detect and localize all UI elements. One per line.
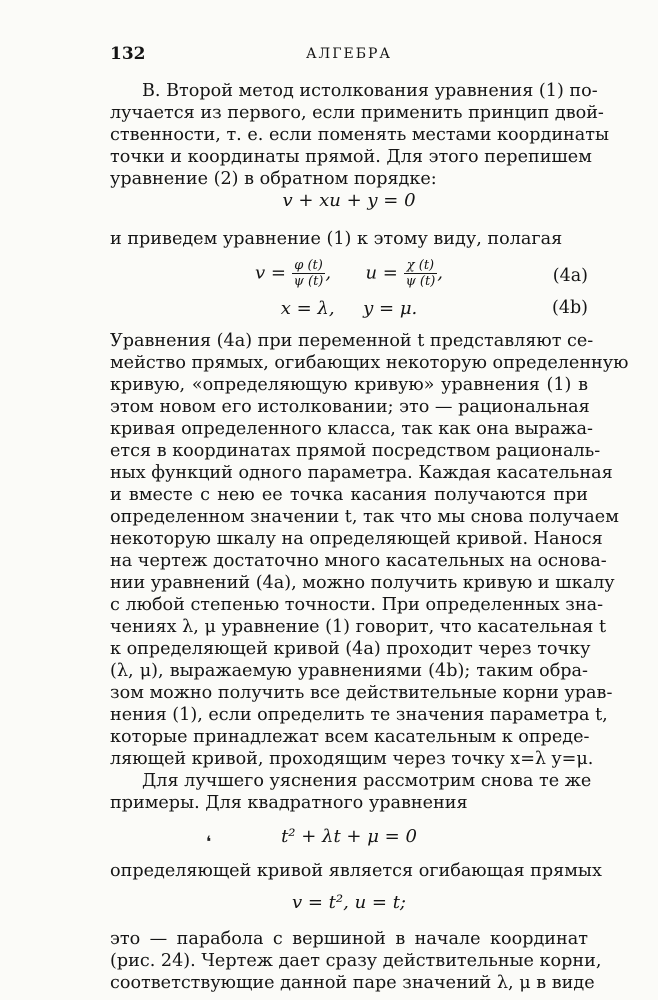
equation-number: (4a) (552, 266, 588, 286)
text-line: это — парабола с вершиной в начале координат (110, 929, 588, 949)
fraction-denominator: ψ (t) (293, 274, 324, 289)
eq-u-lhs: u = (365, 262, 398, 284)
text-line: ственности, т. е. если поменять местами координаты (110, 125, 609, 145)
text-line: (λ, μ), выражаемую уравнениями (4b); таким обра- (110, 661, 588, 681)
text-line: кривая определенного класса, так как она выража- (110, 419, 593, 439)
text-line: некоторую шкалу на определяющей кривой. Нанося (110, 529, 603, 549)
text-line: с любой степенью точности. При определенных зна- (110, 595, 604, 615)
text-line: ляющей кривой, проходящим через точку x=λ y=μ. (110, 749, 594, 769)
text-line: кривую, «определяющую кривую» уравнения (1) в (110, 375, 588, 395)
text-line: Для лучшего уяснения рассмотрим снова те же (142, 771, 592, 791)
equation-number: (4b) (552, 298, 588, 318)
text-line: и приведем уравнение (1) к этому виду, полагая (110, 229, 563, 249)
text-line: Уравнения (4a) при переменной t представляют се- (110, 331, 594, 351)
text-line: к определяющей кривой (4a) проходит через точку (110, 639, 591, 659)
fraction-chi-psi (404, 258, 438, 289)
text-line: лучается из первого, если применить принцип двой- (110, 103, 604, 123)
equation-quadratic: t² + λt + μ = 0 (281, 826, 417, 847)
eq-end: , (437, 262, 444, 284)
text-line: которые принадлежат всем касательным к опреде- (110, 727, 590, 747)
text-line: определяющей кривой является огибающая прямых (110, 861, 602, 881)
text-line: примеры. Для квадратного уравнения (110, 793, 468, 813)
equation-parabola: v = t², u = t; (291, 892, 406, 913)
ink-mark: ❛ (206, 832, 212, 851)
text-line: на чертеж достаточно много касательных на основа- (110, 551, 607, 571)
fraction-denominator: ψ (t) (405, 274, 436, 289)
text-line: этом новом его истолковании; это — рациональная (110, 397, 590, 417)
text-line: уравнение (2) в обратном порядке: (110, 169, 437, 189)
text-line: и вместе с нею ее точка касания получаются при (110, 485, 588, 505)
text-line: В. Второй метод истолкования уравнения (1) по- (142, 81, 598, 101)
text-line: чениях λ, μ уравнение (1) говорит, что касательная t (110, 617, 607, 637)
equation-4b (110, 298, 588, 328)
fraction-numerator: φ (t) (292, 258, 326, 274)
equation-text: x = λ, y = μ. (280, 298, 418, 319)
text-line: нии уравнений (4a), можно получить кривую и шкалу (110, 573, 615, 593)
text-line: (рис. 24). Чертеж дает сразу действительные корни, (110, 951, 602, 971)
text-line: соответствующие данной паре значений λ, μ в виде (110, 973, 595, 993)
text-line: ных функций одного параметра. Каждая касательная (110, 463, 613, 483)
page-number: 132 (110, 44, 146, 64)
fraction-phi-psi (292, 258, 326, 289)
text-line: нения (1), если определить те значения параметра t, (110, 705, 608, 725)
text-line: определенном значении t, так что мы снова получаем (110, 507, 619, 527)
fraction-numerator: χ (t) (404, 258, 438, 274)
running-head: АЛГЕБРА (305, 46, 393, 62)
text-line: зом можно получить все действительные корни урав- (110, 683, 613, 703)
eq-v-lhs: v = (254, 262, 286, 284)
text-line: ется в координатах прямой посредством рациональ- (110, 441, 601, 461)
equation-1: v + xu + y = 0 (282, 190, 416, 211)
text-line: мейство прямых, огибающих некоторую определенную (110, 353, 629, 373)
eq-separator: , (325, 262, 332, 284)
text-line: точки и координаты прямой. Для этого перепишем (110, 147, 592, 167)
equation-4a (110, 258, 588, 296)
page-header (110, 44, 588, 66)
